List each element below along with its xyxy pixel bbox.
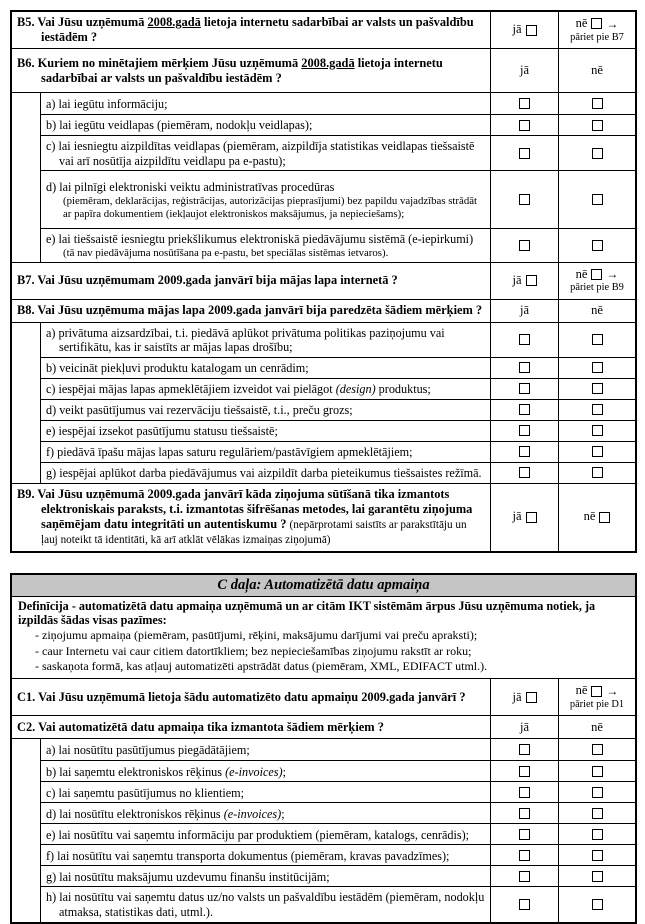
item-label: b) lai saņemtu elektroniskos rēķinus (e-invoices); (46, 764, 286, 779)
b8-items-group (12, 322, 635, 483)
b8-e-no-checkbox[interactable] (592, 425, 603, 436)
question-text-c2: C2. Vai automatizētā datu apmaiņa tika izmantota šādiem mērķiem ? (17, 719, 384, 734)
item-label: a) lai nosūtītu pasūtījumus piegādātājiem; (46, 743, 250, 758)
c2-a-yes-checkbox[interactable] (519, 744, 530, 755)
b9-no-checkbox[interactable] (599, 512, 610, 523)
b5-goto-label: pāriet pie B7 (570, 31, 624, 43)
item-label: a) lai iegūtu informāciju; (46, 96, 168, 111)
question-text-b8: B8. Vai Jūsu uzņēmuma mājas lapa 2009.gada janvārī bija paredzēta šādiem mērķiem ? (17, 303, 483, 318)
c2-item-h (41, 886, 635, 921)
c2-item-b (41, 760, 635, 781)
b9-yes-cell (490, 484, 558, 551)
b8-item-f (41, 441, 635, 462)
c2-d-no-checkbox[interactable] (592, 808, 603, 819)
b9-text: B9. Vai Jūsu uzņēmumā 2009.gada janvārī kāda ziņojuma sūtīšanā tika izmantots elektroniskais paraksts, t.i. izmantotas šifrēšanas metodes, lai garantētu ziņojuma saņēmējam datu integritāti un autentiskumu ? (17, 486, 473, 531)
b8-b-yes-checkbox[interactable] (519, 362, 530, 373)
b9-no-cell (558, 484, 635, 551)
item-label: f) piedāvā īpašu mājas lapas saturu regulāriem/pastāvīgiem apmeklētājiem; (46, 445, 413, 460)
b6-item-c (41, 135, 635, 170)
b6-e-no-checkbox[interactable] (592, 240, 603, 251)
b6-a-no-checkbox[interactable] (592, 98, 603, 109)
c2-f-yes-checkbox[interactable] (519, 850, 530, 861)
no-label: nē (591, 62, 603, 77)
b5-yes-cell (490, 12, 558, 48)
goto-arrow-icon: → (606, 16, 619, 31)
c2-e-no-checkbox[interactable] (592, 829, 603, 840)
no-label: nē (591, 719, 603, 734)
b8-b-no-checkbox[interactable] (592, 362, 603, 373)
item-label: d) lai pilnīgi elektroniski veiktu administratīvas procedūras (46, 180, 335, 195)
question-text-c1: C1. Vai Jūsu uzņēmumā lietoja šādu automatizēto datu apmaiņu 2009.gada janvārī ? (17, 689, 466, 704)
b6-item-a (41, 93, 635, 114)
b8-c-yes-checkbox[interactable] (519, 383, 530, 394)
yes-label: jā (519, 62, 530, 77)
b8-gutter (12, 323, 40, 483)
item-label: a) privātuma aizsardzībai, t.i. piedāvā aplūkot privātuma politikas paziņojumu vai sertifikātu, kas ir saistīts ar mājas lapas drošību; (46, 325, 445, 355)
no-label: nē (575, 266, 588, 281)
b7-yes-cell (490, 263, 558, 299)
b6-item-e (41, 228, 635, 261)
b8-a-no-checkbox[interactable] (592, 334, 603, 345)
b8-f-yes-checkbox[interactable] (519, 446, 530, 457)
b8-item-b (41, 357, 635, 378)
b6-text-pre: B6. Kuriem no minētajiem mērķiem Jūsu uzņēmumā (17, 55, 302, 70)
c2-item-a (41, 739, 635, 760)
b6-no-header-cell (558, 49, 635, 92)
item-label: d) veikt pasūtījumus vai rezervāciju tiešsaistē, t.i., preču grozs; (46, 403, 353, 418)
c2-a-no-checkbox[interactable] (592, 744, 603, 755)
b6-c-no-checkbox[interactable] (592, 148, 603, 159)
question-row-b9 (12, 483, 635, 551)
item-label: c) lai iesniegtu aizpildītas veidlapas (piemēram, aizpildīja statistikas veidlapas tiešsaistē vai arī nosūtīja aizpildītu veidlapu pa e-pastu); (46, 139, 475, 168)
b7-no-checkbox[interactable] (591, 269, 602, 280)
yes-label: jā (519, 719, 530, 734)
item-label: c) iespējai mājas lapas apmeklētājiem izveidot vai pielāgot (design) produktus; (46, 382, 431, 397)
definition-lead: Definīcija - automatizētā datu apmaiņa uzņēmumā un ar citām IKT sistēmām ārpus Jūsu uzņēmuma notiek, ja izpildās šādas visas pazīmes: (18, 598, 596, 628)
b8-item-d (41, 399, 635, 420)
question-row-c2 (12, 715, 635, 738)
item-label: d) lai nosūtītu elektroniskos rēķinus (e-invoices); (46, 806, 285, 821)
c1-no-checkbox[interactable] (591, 686, 602, 697)
section-b-table (10, 10, 637, 553)
c2-b-no-checkbox[interactable] (592, 766, 603, 777)
question-row-b6 (12, 48, 635, 92)
b5-text-post: lietoja internetu sadarbībai ar valsts un pašvaldību iestādēm ? (41, 15, 474, 44)
no-label: nē (583, 509, 596, 524)
question-text-b7: B7. Vai Jūsu uzņēmumam 2009.gada janvārī bija mājas lapa internetā ? (17, 273, 398, 288)
definition-row (12, 596, 635, 679)
b6-text-underlined: 2008.gadā (301, 55, 355, 70)
question-row-c1 (12, 678, 635, 715)
definition-bullet: - saskaņota formā, kas atļauj automatizēti apstrādāt datus (piemēram, XML, EDIFACT utml.). (18, 659, 629, 674)
b8-e-yes-checkbox[interactable] (519, 425, 530, 436)
section-c-header (12, 575, 635, 596)
c2-c-yes-checkbox[interactable] (519, 787, 530, 798)
yes-label: jā (519, 302, 530, 317)
b5-text-underlined: 2008.gadā (147, 15, 201, 30)
b8-g-yes-checkbox[interactable] (519, 467, 530, 478)
item-label: e) lai tiešsaistē iesniegtu priekšlikumus elektroniskā piedāvājumu sistēmā (e-iepirkumi) (46, 232, 474, 247)
item-label: f) lai nosūtītu vai saņemtu transporta dokumentus (piemēram, kravas pavadzīmes); (46, 848, 450, 863)
no-label: nē (575, 683, 588, 698)
item-label: b) veicināt piekļuvi produktu katalogam un cenrādim; (46, 361, 309, 376)
c2-h-no-checkbox[interactable] (592, 899, 603, 910)
c2-g-no-checkbox[interactable] (592, 871, 603, 882)
b8-item-g (41, 462, 635, 483)
item-note: (piemēram, deklarācijas, reģistrācijas, autorizācijas pieprasījumi) bez papildu vajadzības strādāt ar papīra dokumentiem (iekļaujot elektroniskos maksājumus, ja nepieciešams); (63, 194, 478, 220)
b9-note: (nepārprotami saistīts ar parakstītāju un ļauj noteikt tā identitāti, kā arī atklāt vēlākas izmaiņas ziņojumā) (41, 518, 467, 547)
question-row-b8 (12, 299, 635, 322)
b8-a-yes-checkbox[interactable] (519, 334, 530, 345)
b6-text-post: lietoja internetu sadarbībai ar valsts un pašvaldību iestādēm ? (41, 55, 443, 85)
no-label: nē (575, 15, 588, 30)
c2-item-g (41, 865, 635, 886)
item-label: g) iespējai aplūkot darba piedāvājumus vai aizpildīt darba pieteikumus tiešsaistes režīmā. (46, 466, 482, 481)
item-label: h) lai nosūtītu vai saņemtu datus uz/no valsts un pašvaldību iestādēm (piemēram, nodokļu atmaksa, statistikas dati, utml.). (46, 890, 485, 920)
c2-item-d (41, 802, 635, 823)
yes-label: jā (512, 22, 522, 37)
item-label: b) lai iegūtu veidlapas (piemēram, nodokļu veidlapas); (46, 118, 313, 133)
c2-yes-header-cell (490, 716, 558, 738)
c1-no-cell (558, 679, 635, 715)
goto-arrow-icon: → (606, 684, 619, 699)
c1-yes-checkbox[interactable] (526, 692, 537, 703)
b8-item-c (41, 378, 635, 399)
item-label: g) lai nosūtītu maksājumu uzdevumu finanšu institūcijām; (46, 869, 330, 884)
item-label: e) lai nosūtītu vai saņemtu informāciju par produktiem (piemēram, katalogs, cenrādis); (46, 827, 470, 842)
c2-g-yes-checkbox[interactable] (519, 871, 530, 882)
c2-c-no-checkbox[interactable] (592, 787, 603, 798)
b6-item-d (41, 170, 635, 228)
b5-no-cell (558, 12, 635, 48)
c2-item-e (41, 823, 635, 844)
c2-e-yes-checkbox[interactable] (519, 829, 530, 840)
b6-yes-header-cell (490, 49, 558, 92)
section-c-title: C daļa: Automatizētā datu apmaiņa (217, 577, 430, 593)
b5-no-checkbox[interactable] (591, 18, 602, 29)
c2-items-group (12, 738, 635, 921)
b6-c-yes-checkbox[interactable] (519, 148, 530, 159)
b6-a-yes-checkbox[interactable] (519, 98, 530, 109)
b8-item-e (41, 420, 635, 441)
b8-d-no-checkbox[interactable] (592, 404, 603, 415)
goto-arrow-icon: → (606, 267, 619, 282)
c2-item-f (41, 844, 635, 865)
section-c-table (10, 573, 637, 924)
b5-text-pre: B5. Vai Jūsu uzņēmumā (17, 15, 148, 30)
b8-c-no-checkbox[interactable] (592, 383, 603, 394)
b6-d-no-checkbox[interactable] (592, 194, 603, 205)
yes-label: jā (512, 272, 522, 287)
b6-items-group (12, 92, 635, 262)
c2-no-header-cell (558, 716, 635, 738)
item-note: (tā nav piedāvājuma nosūtīšana pa e-pastu, bet speciālas sistēmas ietvaros). (63, 246, 389, 259)
b5-yes-checkbox[interactable] (526, 25, 537, 36)
c1-yes-cell (490, 679, 558, 715)
b8-item-a (41, 323, 635, 357)
definition-bullet: - caur Internetu vai caur citiem datortīkliem; bez nepieciešamības ziņojumu rakstīt ar roku; (18, 644, 629, 659)
b6-e-yes-checkbox[interactable] (519, 240, 530, 251)
b7-goto-label: pāriet pie B9 (570, 282, 624, 294)
c1-goto-label: pāriet pie D1 (569, 699, 625, 711)
b9-yes-checkbox[interactable] (526, 512, 537, 523)
definition-bullet: - ziņojumu apmaiņa (piemēram, pasūtījumi, rēķini, maksājumu darījumi vai preču apraksti); (18, 628, 629, 643)
c2-h-yes-checkbox[interactable] (519, 899, 530, 910)
b6-b-no-checkbox[interactable] (592, 120, 603, 131)
question-row-b7 (12, 262, 635, 299)
b8-f-no-checkbox[interactable] (592, 446, 603, 457)
question-row-b5 (12, 12, 635, 48)
c2-b-yes-checkbox[interactable] (519, 766, 530, 777)
question-text-b5 (17, 15, 486, 45)
question-text-b9 (17, 487, 486, 548)
yes-label: jā (512, 689, 522, 704)
b8-no-header-cell (558, 300, 635, 322)
c2-gutter (12, 739, 40, 921)
b6-b-yes-checkbox[interactable] (519, 120, 530, 131)
b6-gutter (12, 93, 40, 262)
yes-label: jā (512, 509, 522, 524)
c2-d-yes-checkbox[interactable] (519, 808, 530, 819)
b6-item-b (41, 114, 635, 135)
b7-no-cell (558, 263, 635, 299)
b8-yes-header-cell (490, 300, 558, 322)
no-label: nē (591, 302, 603, 317)
b8-g-no-checkbox[interactable] (592, 467, 603, 478)
c2-item-c (41, 781, 635, 802)
b8-d-yes-checkbox[interactable] (519, 404, 530, 415)
item-label: c) lai saņemtu pasūtījumus no klientiem; (46, 785, 245, 800)
question-text-b6 (17, 56, 486, 86)
item-label: e) iespējai izsekot pasūtījumu statusu tiešsaistē; (46, 424, 278, 439)
b7-yes-checkbox[interactable] (526, 275, 537, 286)
c2-f-no-checkbox[interactable] (592, 850, 603, 861)
b6-d-yes-checkbox[interactable] (519, 194, 530, 205)
